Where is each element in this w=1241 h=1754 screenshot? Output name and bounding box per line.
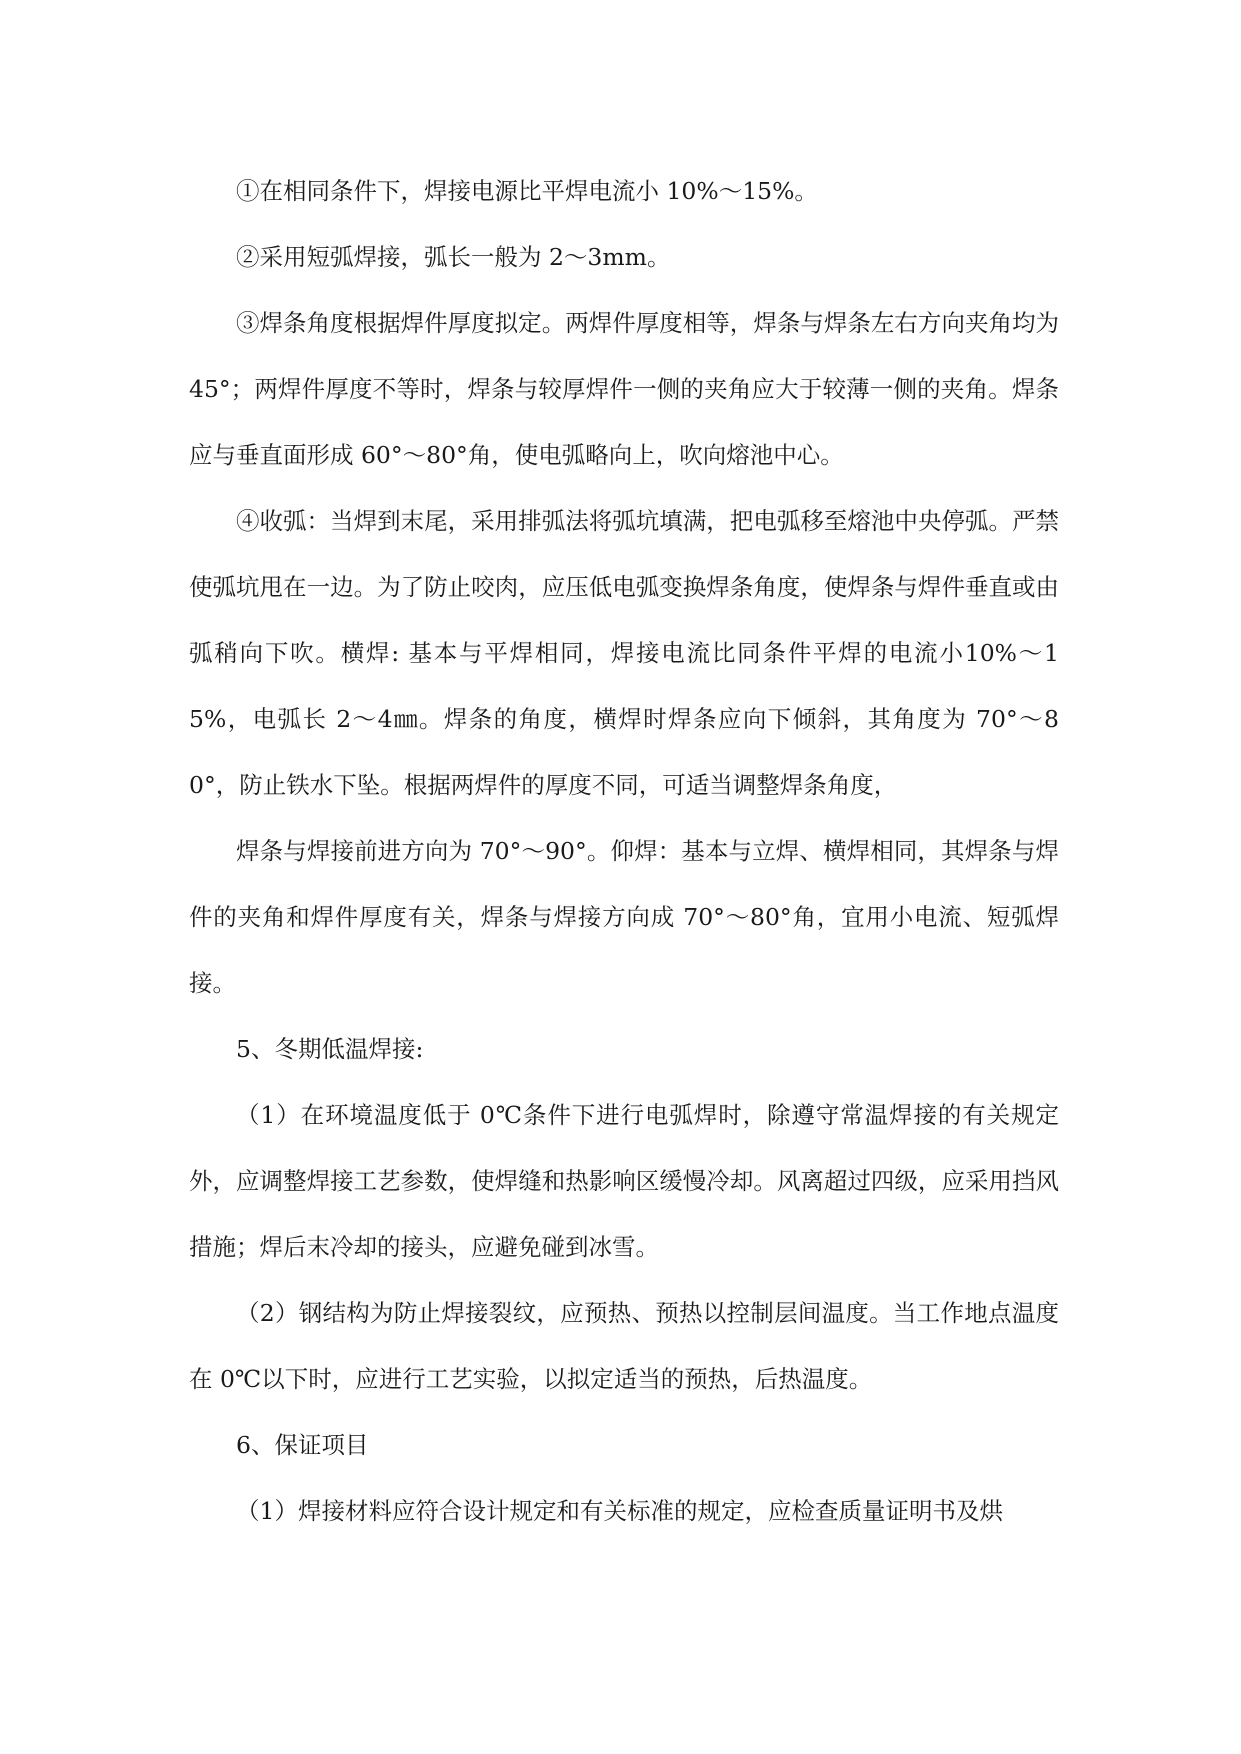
- paragraph-short-arc: ②采用短弧焊接，弧长一般为 2～3mm。: [236, 243, 671, 271]
- document-body: [189, 158, 1059, 1544]
- paragraph-welding-materials: （1）焊接材料应符合设计规定和有关标准的规定，应检查质量证明书及烘: [236, 1497, 1003, 1525]
- paragraph-overhead-welding: 焊条与焊接前进方向为 70°～90°。仰焊：基本与立焊、横焊相同，其焊条与焊件的夹角和焊件厚度有关，焊条与焊接方向成 70°～80°角，宜用小电流、短弧焊接。: [189, 837, 1059, 997]
- section-heading-winter-welding: 5、冬期低温焊接:: [236, 1035, 424, 1063]
- paragraph-electrode-angle: ③焊条角度根据焊件厚度拟定。两焊件厚度相等，焊条与焊条左右方向夹角均为 45°；两焊件厚度不等时，焊条与较厚焊件一侧的夹角应大于较薄一侧的夹角。焊条应与垂直面形成 60°～80°角，使电弧略向上，吹向熔池中心。: [189, 309, 1059, 469]
- paragraph-current-reduction: ①在相同条件下，焊接电源比平焊电流小 10%～15%。: [236, 177, 818, 205]
- section-heading-guarantee-items: 6、保证项目: [236, 1431, 369, 1459]
- paragraph-low-temperature: （1）在环境温度低于 0℃条件下进行电弧焊时，除遵守常温焊接的有关规定外，应调整焊接工艺参数，使焊缝和热影响区缓慢冷却。风离超过四级，应采用挡风措施；焊后末冷却的接头，应避免碰到冰雪。: [189, 1101, 1059, 1261]
- paragraph-preheat: （2）钢结构为防止焊接裂纹，应预热、预热以控制层间温度。当工作地点温度在 0℃以下时，应进行工艺实验，以拟定适当的预热，后热温度。: [189, 1299, 1059, 1393]
- paragraph-arc-ending: ④收弧：当焊到末尾，采用排弧法将弧坑填满，把电弧移至熔池中央停弧。严禁使弧坑甩在一边。为了防止咬肉，应压低电弧变换焊条角度，使焊条与焊件垂直或由弧稍向下吹。横焊: 基本与平焊相同，焊接电流比同条件平焊的电流小10%～15%，电弧长 2～4㎜。焊条的角度，横焊时焊条应向下倾斜，其角度为 70°～80°，防止铁水下坠。根据两焊件的厚度不同，可适当调整焊条角度，: [189, 507, 1059, 799]
